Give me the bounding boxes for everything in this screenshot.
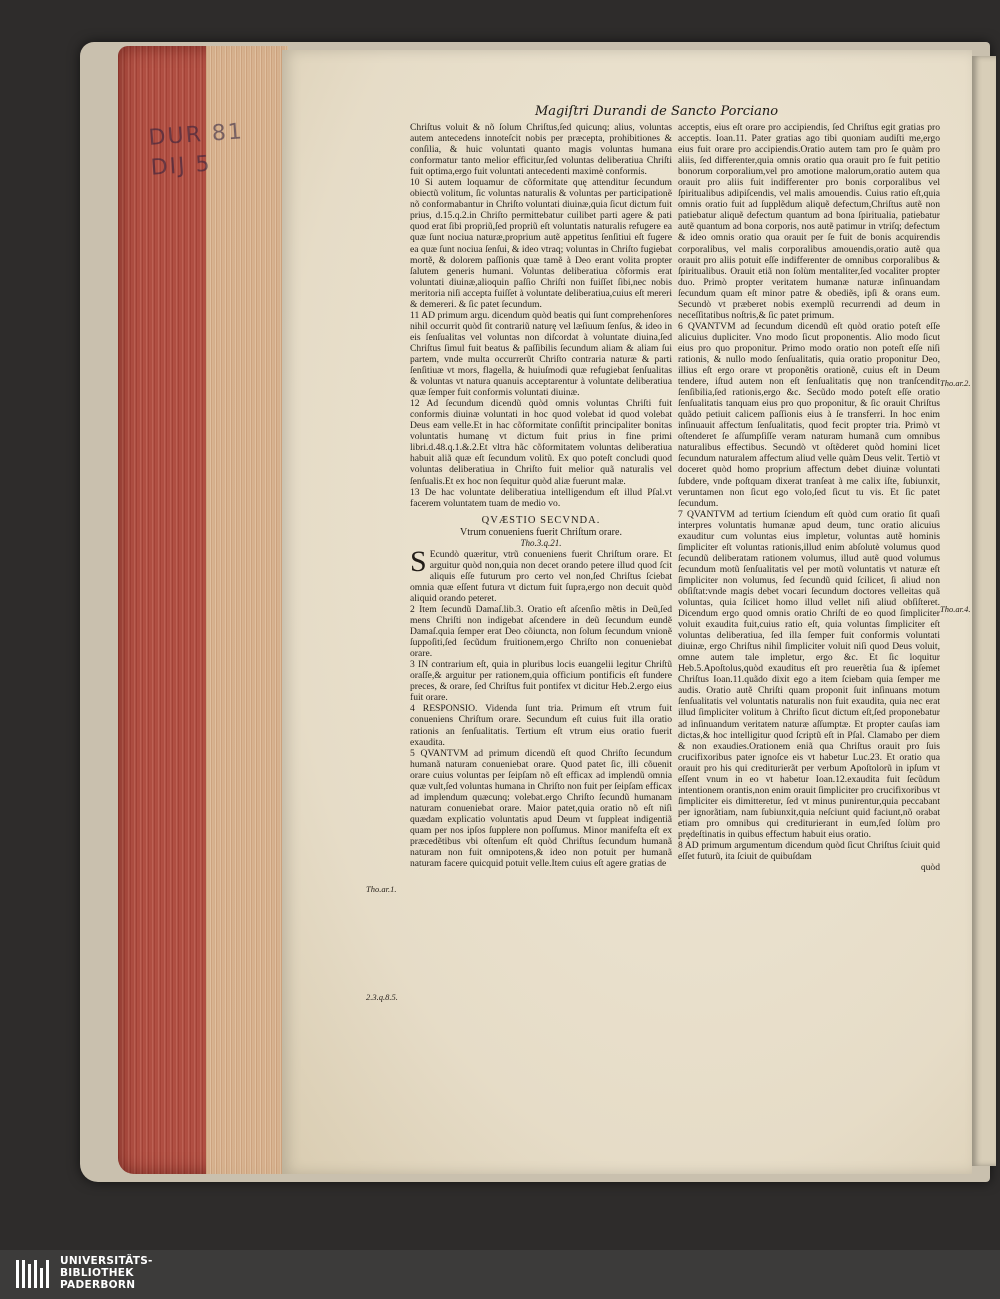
paragraph: 13 De hac voluntate deliberatiua intelligendum eſt illud Pſal.vt facerem voluntatem tuam de medio vo. bbox=[410, 486, 672, 509]
paragraph: 8 AD primum argumentum dicendum quòd ſicut Chriſtus ſciuit quid eſſet futurũ, ita ſciuit de quibuſdam bbox=[678, 840, 940, 863]
paragraph: Chriſtus voluit & nõ ſolum Chriſtus,ſed quicunq; alius, voluntas autem antecedens innoteſcit nobis per præcepta, prohibitiones & conſilia, & huic voluntati quanto magis voluntas humana conformatur tanto melior efficitur,ſed voluntas deliberatiua Chriſti fuit optima,ergo fuit voluntati antecedenti maximè conformis. bbox=[410, 122, 672, 178]
library-name-line-1: UNIVERSITÄTS- bbox=[60, 1255, 153, 1267]
paragraph: 5 QVANTVM ad primum dicendũ eſt quod Chriſto ſecundum humanã naturam conueniebat orare. Quod patet ſic, illi cõuenit orare cuius voluntas per ſeipſam nõ eſt efficax ad implendũ omnia quæ vult,ſed voluntas humana in Chriſto non fuit per ſeipſam efficax ad implendum quæcunq; volebat.ergo Chriſto ſecundũ humanam naturam conueniebat orare. Maior patet,quia oratio nõ eſt niſi quædam explicatio voluntatis apud Deum vt ſuppleat indigentiã quam per nos ipſos ſupplere non poſſumus. Minor manifeſta eſt ex præcedẽtibus vbi oſtenſum eſt quòd Chriſtus ſecundum humanã naturam non fuit omnipotens,& ideo non potuit per humanã naturam facere quicquid potuit velle.Item cuius eſt agere gratias de bbox=[410, 747, 672, 870]
question-reference: Tho.3.q.21. bbox=[520, 537, 562, 548]
paragraph: 3 IN contrarium eſt, quia in pluribus locis euangelii legitur Chriſtũ oraſſe,& arguitur per rationem,quia officium pontificis eſt fundere preces, & orare, ſed Chriſtus fuit pontifex vt dicitur Heb.2.ergo eius fuit orare. bbox=[410, 659, 672, 704]
paragraph: acceptis, eius eſt orare pro accipiendis, ſed Chriſtus egit gratias pro acceptis. Ioan.11. Pater gratias ago tibi quoniam audiſti me,ergo eius fuit orare pro accipiendis.Oratio autem tam pro ſe quàm pro aliis, ſed differenter,quia omnis oratio qua orauit pro ſe fuit petitio bonorum corporalium,vel pro amotione malorum,oratio autem qua orauit pro aliis fuit indifferenter pro bonis corporalibus vel ſpiritualibus adipiſcendis, vel malis amouendis. Cuius ratio eſt,quia omnis oratio fuit ad ſupplẽdum aliquẽ defectum,Chriſtus autẽ non patiebatur aliquẽ defectum quantum ad bona ſpiritualia, patiebatur autẽ quantum ad bona corporis, nos autẽ patimur in vtriſq; defectum & ideo omnis oratio qua orauit per ſe fuit de bonis acquirendis corporalibus, vel malis corporalibus amouendis,oratio autẽ qua orauit pro aliis potuit eſſe indifferenter de omnibus corporalibus & ſpiritualibus. Orauit etiã non ſolùm mentaliter,ſed vocaliter propter duo. Primò propter veritatem humanæ naturæ inſinuandam ſecundum quam eſt minor patre & obediẽs, ipſi & orans eum. Secundò vt præberet nobis exemplũ recurrendi ad deum in neceſſitatibus noſtris,& ſic patet primum. bbox=[678, 122, 940, 321]
paragraph: 7 QVANTVM ad tertium ſciendum eſt quòd cum oratio ſit quaſi interpres voluntatis humanæ apud deum, tunc oratio alicuius exauditur cum voluntas eius impletur, voluntas autẽ hominis ſimpliciter eſt voluntas rationis,illud enim abſolutè volumus quod ſecundũ deliberatam rationem volumus, illud autẽ quod volumus ſecundum motũ ſenſualitatis vel per motũ voluntatis vt naturæ eſt ſimpliciter non volumus, ſed ſecundũ quid ſcilicet, ſi aliud non obſiſtat:vnde magis debet vocari ſecundum doctores velleitas quã voluntas, quia ſcilicet homo illud vellet niſi aliud obſiſteret. Dicendum ergo quod omnis oratio Chriſti de eo quod ſimpliciter voluit exaudita fuit,cuius ratio eſt, quia voluntas ſimpliciter eſt voluntas deliberatiua, ſed illa ſemper fuit conformis voluntati diuinæ, ergo Chriſtus nihil ſimpliciter voluit niſi quod Deus voluit, omne autem tale impletur, ergo &c. Et ſic loquitur Heb.5.Apoſtolus,quòd exauditus eſt pro reuerẽtia ſua & ipſemet Chriſtus Ioan.11.quãdo dixit ego a item ſciebam quia ſemper me audis. Oratio autẽ Chriſti quam proponit ſuit inſinuans motum ſenſualitatis vel voluntatis naturalis non fuit exaudita, quia nec erat illud ſimpliciter volitum à Chriſto ſicut dictum eſt,ſed proponebatur ad inſinuandum veritatem naturæ aſſumptæ. Et propter cauſas iam dictas,& hoc intelligitur quod ſcriptũ eſt in Pſal. Clamabo per diem & non exaudies.Orationem eniã qua Chriſtus orauit pro ſuis crucifixoribus pater ignoſce eis vt habetur Luc.23. Et oratio qua orauit pro his qui crediturierãt per verbum Apoſtolorũ in ipſum vt eſſent vnum in eo vt habetur Ioan.12.exaudita fuit ſecũdum intentionem orantis,non enim orauit ſimpliciter pro crucifixoribus vt ſimpliciter eis dimitteretur, ſed vt minus punirentur,quia peccabant per ignorãtiam, nam ſubiunxit,quia neſciunt quid faciunt,nõ orabat etiam pro omnibus qui crediturierant in eum,ſed ſolùm pro prędeſtinatis in quibus effectum habuit eius oratio. bbox=[678, 508, 940, 840]
question-subtitle: Vtrum conueniens fuerit Chriſtum orare. bbox=[460, 526, 622, 538]
catchword: quòd bbox=[920, 862, 940, 874]
paragraph: 6 QVANTVM ad ſecundum dicendũ eſt quòd oratio poteſt eſſe alicuius dupliciter. Vno modo ſicut proponentis. Alio modo ſicut eius pro quo proponitur. Primo modo oratio non poteſt eſſe niſi rationis, & nullo modo ſenſualitatis, quia oratio proponitur Deo, illius eſt ergo orare vt proponẽtis orationẽ, cuius eſt in Deum tendere, iſtud autem non eſt ſenſualitatis quę non tranſcendit ſenſibilia,ſed rationis,ergo &c. Secũdo modo poteſt eſſe oratio ſenſualitatis tanquam eius pro quo proponitur, & ſic orauit Chriſtus quãdo petiuit calicem paſſionis eius à ſe transferri. In hoc enim inſinuauit affectum ſenſualitatis, quod fecit propter tria. Primò vt oſtenderet ſe aſſumpſiſſe veram naturam humanã cum omnibus naturalibus effectibus. Secundò vt oſtẽderet quòd homini licet ſecundum naturalem affectum aliud velle quàm Deus velit. Tertiò vt doceret quòd homo proprium affectum debet diuinæ voluntati ſubdere, vnde poſtquam dixerat tranſeat à me calix iſte, ſubiunxit, veruntamen non ſicut ego volo,ſed ſicut tu vis. Et ſic patet ſecundum. bbox=[678, 320, 940, 509]
library-stamp bbox=[148, 116, 263, 194]
paragraph: 12 Ad ſecundum dicendũ quòd omnis voluntas Chriſti fuit conformis diuinæ voluntati in hoc quod volebat id quod volebat Deus eam velle.Et in hac cõformitate conſiſtit principaliter bonitas voluntatis humanę vt dictum fuit prius in fine primi libri.d.48.q.1.&.2.Et vltra hãc cõformitatem voluntas deliberatiua habuit aliã quæ eſt ſecundum volitũ. Ex quo poteſt concludi quod voluntas deliberatiua in Chriſto fuit melior quã naturalis vel ſenſualis.Et ex hoc non ſequitur quòd aliæ fuerunt malæ. bbox=[410, 398, 672, 487]
opening-text: Ecundò quæritur, vtrũ conueniens fuerit Chriſtum orare. Et arguitur quòd non,quia non decet orando petere illud quod ſcit aliquis eſſe futurum pro certo vel non,ſed Chriſtus ſciebat omnia quæ eſſent futura vt dictum fuit ſupra,ergo non decuit quòd aliquid orando peteret. bbox=[410, 548, 672, 604]
library-logo-icon bbox=[14, 1256, 54, 1292]
running-head: Magiſtri Durandi de Sancto Porciano bbox=[535, 104, 779, 119]
margin-note: Tho.ar.2. bbox=[940, 378, 971, 388]
facing-page-edge bbox=[972, 56, 996, 1166]
library-name-line-2: BIBLIOTHEK bbox=[60, 1267, 134, 1279]
stamp-line-2: DIJ 5 bbox=[149, 151, 213, 181]
margin-note: 2.3.q.8.5. bbox=[366, 992, 398, 1002]
page-edges-light bbox=[206, 46, 288, 1174]
library-footer bbox=[0, 1250, 1000, 1299]
question-opening bbox=[410, 544, 672, 604]
library-name-line-3: PADERBORN bbox=[60, 1279, 136, 1291]
stamp-line-1: DUR 81 bbox=[147, 119, 245, 151]
paragraph: 11 AD primum argu. dicendum quòd beatis qui ſunt comprehenſores nihil occurrit quòd ſit contrariũ naturę vel læſiuum ſenſus, & ideo in eis ſenſualitas vel voluntas non diſcordat à voluntate diuina,ſed Chriſtus ſimul fuit beatus & paſſibilis ſecundum aliam & aliam ſui partem, vnde multa occurrerũt Chriſto contraria naturæ & parti ſenſitiuæ vt mors, flagella, & huiuſmodi quæ refugiebat ſenſualitas & voluntas vt natura quanuis acceptarentur à voluntate deliberatiua quæ ſemper fuit conformis voluntati diuinæ. bbox=[410, 309, 672, 399]
margin-note: Tho.ar.4. bbox=[940, 604, 971, 614]
left-column bbox=[410, 122, 672, 869]
margin-note: Tho.ar.1. bbox=[366, 884, 397, 894]
paragraph: 10 Si autem loquamur de cõformitate quę attenditur ſecundum obiectũ volitum, ſic voluntas naturalis & voluntas per participationẽ nõ conformabantur in Chriſto voluntati diuinæ,quia ſicut dictum fuit prius, d.15.q.2.in Chriſto permittebatur cuilibet parti agere & pati quod erat ſibi propriũ,ſed propriũ eſt voluntatis naturalis refugere ea quæ ſunt nociua naturæ,proprium autẽ appetitus ſenſitiui eſt fugere ea quæ ſunt nociua ſenſui, & ideo vtraq; voluntas in Chriſto fugiebat mortẽ, & dolorem paſſionis quæ tamẽ à Deo erant volita propter ſalutem generis humani. Voluntas deliberatiua cõformis erat voluntati diuinæ,alioquin paſſio Chriſti non fuiſſet ſibi,nec nobis meritoria niſi accepta fuiſſet à voluntate deliberatiua,cuius eſt mereri & demereri. & ſic patet ſecundum. bbox=[410, 177, 672, 310]
right-column bbox=[678, 122, 940, 873]
paragraph: 2 Item ſecundũ Damaſ.lib.3. Oratio eſt aſcenſio mẽtis in Deũ,ſed mens Chriſti non indigebat aſcendere in deũ ſecundum eundẽ Damaſ.quia ſemper erat Deo cõiuncta, non ſolum ſecundum vnionẽ ſuppoſiti,ſed ſecũdum fruitionem,ergo Chriſto non conueniebat orare. bbox=[410, 604, 672, 660]
paragraph: 4 RESPONSIO. Videnda ſunt tria. Primum eſt vtrum fuit conueniens Chriſtum orare. Secundum eſt cuius fuit illa oratio rationis an ſenſualitatis. Tertium eſt vtrum eius oratio fuerit exaudita. bbox=[410, 703, 672, 748]
question-heading: QVÆSTIO SECVNDA. bbox=[481, 514, 601, 526]
library-name bbox=[60, 1255, 153, 1291]
drop-cap: S bbox=[410, 544, 427, 578]
